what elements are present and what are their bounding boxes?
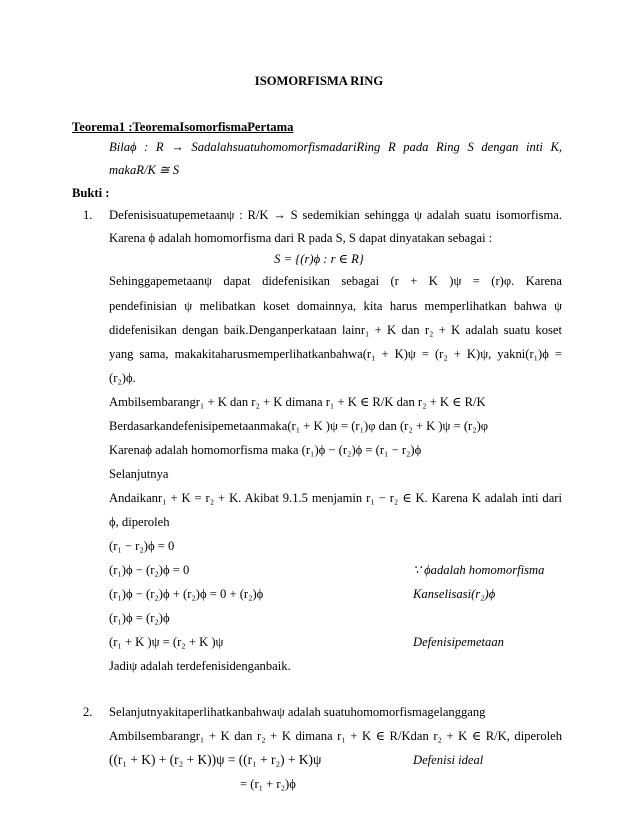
item2-equation: = (r₁ + r₂)ϕ <box>240 777 296 791</box>
item2-note-ideal: Defenisi ideal <box>413 753 484 767</box>
item1-equation: (r₁)ϕ = (r₂)ϕ <box>109 611 170 625</box>
item1-equation: (r₁)ϕ − (r₂)ϕ + (r₂)ϕ = 0 + (r₂)ϕ <box>109 587 264 601</box>
item1-line: Selanjutnya <box>109 467 169 481</box>
item2-number: 2. <box>83 705 93 719</box>
item2-line: Ambilsembarangr₁ + K dan r₂ + K dimana r₁ + K ∈ R/Kdan r₂ + K ∈ R/K, diperoleh <box>109 729 562 743</box>
item1-conclusion: Jadiψ adalah terdefenisidenganbaik. <box>109 659 291 673</box>
item2-line: Selanjutnyakitaperlihatkanbahwaψ adalah suatuhomomorfismagelanggang <box>109 705 486 719</box>
item1-note-pemetaan: Defenisipemetaan <box>413 635 504 649</box>
item2-equation: ((r₁ + K) + (r₂ + K))ψ = ((r₁ + r₂) + K)ψ <box>109 752 322 767</box>
doc-title: ISOMORFISMA RING <box>254 74 384 88</box>
item1-line: Andaikanr₁ + K = r₂ + K. Akibat 9.1.5 menjamin r₁ − r₂ ∈ K. Karena K adalah inti dari <box>109 491 562 505</box>
item1-line: Berdasarkandefenisipemetaanmaka(r₁ + K )ψ = (r₁)φ dan (r₂ + K )ψ = (r₂)φ <box>109 419 489 433</box>
item1-line: Defenisisuatupemetaanψ : R/K → S sedemikian sehingga ψ adalah suatu isomorfisma. <box>109 208 562 222</box>
item1-number: 1. <box>83 208 93 222</box>
item1-line: (r₂)ϕ. <box>109 371 136 385</box>
item1-equation: (r₁ + K )ψ = (r₂ + K )ψ <box>109 635 224 649</box>
theorem-statement-line2: makaR/K ≅ S <box>109 163 180 177</box>
item1-note-homomorfisma: ∵ ϕadalah homomorfisma <box>413 563 545 577</box>
item1-set-definition: S = {(r)ϕ : r ∈ R} <box>274 252 364 266</box>
item1-line: yang sama, makakitaharusmemperlihatkanbahwa(r₁ + K)ψ = (r₂ + K)ψ, yakni(r₁)ϕ = <box>109 347 562 361</box>
item1-line: Karenaϕ adalah homomorfisma maka (r₁)ϕ − (r₂)ϕ = (r₁ − r₂)ϕ <box>109 443 422 457</box>
item1-line: Ambilsembarangr₁ + K dan r₂ + K dimana r₁ + K ∈ R/K dan r₂ + K ∈ R/K <box>109 395 486 409</box>
item1-line: pendefinisian ψ melibatkan koset domainnya, kita harus memperlihatkan bahwa ψ <box>109 299 562 313</box>
item1-equation: (r₁ − r₂)ϕ = 0 <box>109 539 175 553</box>
item1-note-kanselisasi: Kanselisasi(r₂)ϕ <box>413 587 496 601</box>
item1-line: Sehinggapemetaanψ dapat didefenisikan sebagai (r + K )ψ = (r)φ. Karena <box>109 274 562 288</box>
item1-line: Karena ϕ adalah homomorfisma dari R pada S, S dapat dinyatakan sebagai : <box>109 231 493 245</box>
theorem-statement-line1: Bilaϕ : R → SadalahsuatuhomomorfismadariRing R pada Ring S dengan inti K, <box>109 140 562 154</box>
item1-line: ϕ, diperoleh <box>109 515 170 529</box>
item1-line: didefenisikan dengan baik.Denganperkataan lainr₁ + K dan r₂ + K adalah suatu koset <box>109 323 562 337</box>
proof-label: Bukti : <box>72 186 110 200</box>
item1-equation: (r₁)ϕ − (r₂)ϕ = 0 <box>109 563 190 577</box>
theorem-label: Teorema1 :TeoremaIsomorfismaPertama <box>72 120 294 134</box>
